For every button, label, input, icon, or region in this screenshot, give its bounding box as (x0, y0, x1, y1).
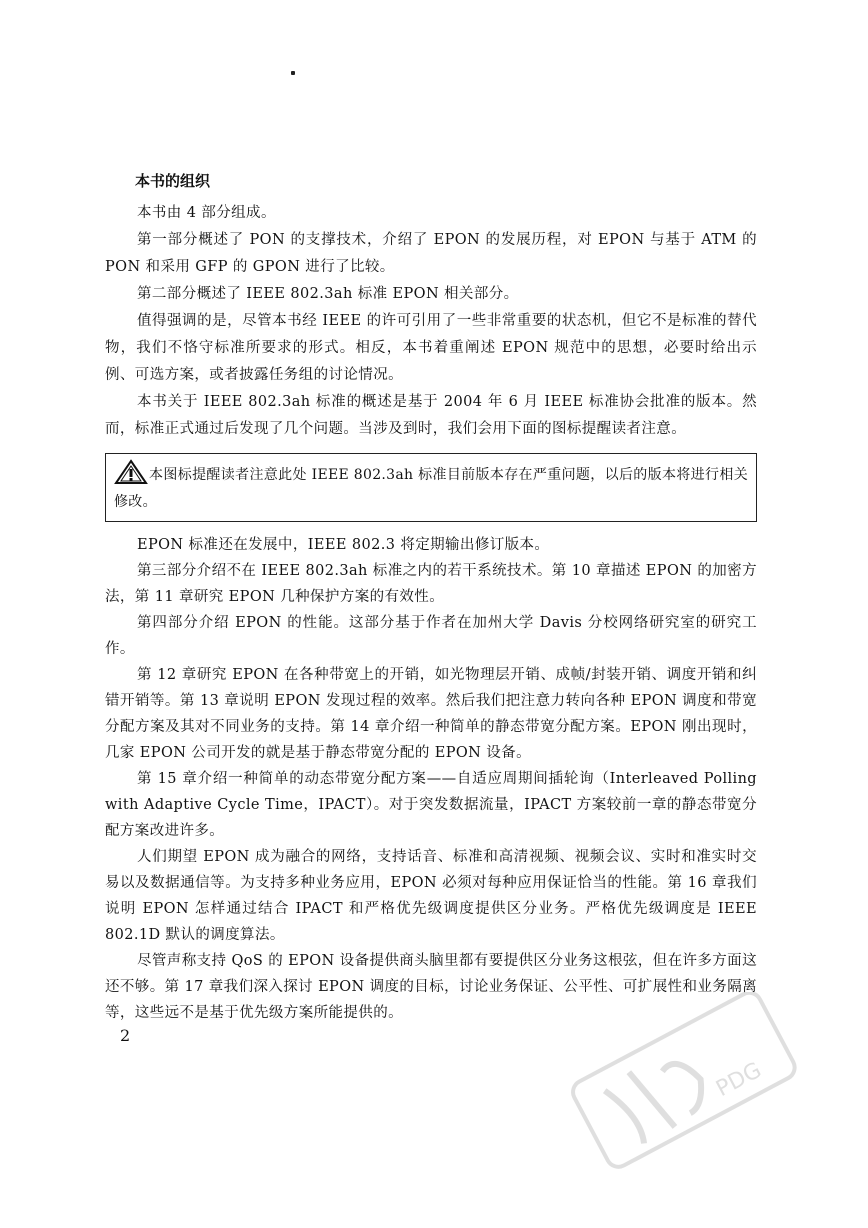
warning-notice-box (105, 453, 757, 522)
paragraph-part2: 第二部分概述了 IEEE 802.3ah 标准 EPON 相关部分。 (137, 286, 519, 302)
warning-notice-text: 本图标提醒读者注意此处 IEEE 802.3ah 标准目前版本存在严重问题，以后的版本将进行相关修改。 (114, 467, 748, 510)
paragraph-part1: 第一部分概述了 PON 的支撑技术，介绍了 EPON 的发展历程，对 EPON 与基于 ATM 的 PON 和采用 GFP 的 GPON 进行了比较。 (105, 232, 757, 275)
paragraph-part4: 第四部分介绍 EPON 的性能。这部分基于作者在加州大学 Davis 分校网络研究室的研究工作。 (105, 615, 757, 657)
page-number: 2 (120, 1026, 131, 1045)
paragraph-standard-version: 本书关于 IEEE 802.3ah 标准的概述是基于 2004 年 6 月 IEEE 标准协会批准的版本。然而，标准正式通过后发现了几个问题。当涉及到时，我们会用下面的图标提醒读者注意。 (105, 394, 757, 437)
paragraph-emphasis: 值得强调的是，尽管本书经 IEEE 的许可引用了一些非常重要的状态机，但它不是标准的替代物，我们不恪守标准所要求的形式。相反，本书着重阐述 EPON 规范中的思想，必要时给出示例、可选方案，或者披露任务组的讨论情况。 (105, 313, 757, 383)
watermark-text: PDG (712, 1057, 766, 1103)
paragraph-chapter-15: 第 15 章介绍一种简单的动态带宽分配方案——自适应周期间插轮询（Interleaved Polling with Adaptive Cycle Time，IPACT）。对于突发数据流量，IPACT 方案较前一章的静态带宽分配方案改进许多。 (105, 771, 757, 839)
paragraph-intro: 本书由 4 部分组成。 (137, 205, 276, 221)
section-heading: 本书的组织 (135, 172, 211, 190)
paragraph-chapter-16: 人们期望 EPON 成为融合的网络，支持话音、标准和高清视频、视频会议、实时和准实时交易以及数据通信等。为支持多种业务应用，EPON 必须对每种应用保证恰当的性能。第 16 章我们说明 EPON 怎样通过结合 IPACT 和严格优先级调度提供区分业务。严格优先级调度是 IEEE 802.1D 默认的调度算法。 (105, 849, 757, 943)
warning-triangle-icon (114, 459, 148, 485)
paragraph-chapters-12-14: 第 12 章研究 EPON 在各种带宽上的开销，如光物理层开销、成帧/封装开销、调度开销和纠错开销等。第 13 章说明 EPON 发现过程的效率。然后我们把注意力转向各种 EPON 调度和带宽分配方案及其对不同业务的支持。第 14 章介绍一种简单的静态带宽分配方案。EPON 刚出现时，几家 EPON 公司开发的就是基于静态带宽分配的 EPON 设备。 (105, 667, 757, 761)
page-content (105, 170, 757, 1026)
speck-mark (291, 71, 295, 75)
paragraph-chapter-17: 尽管声称支持 QoS 的 EPON 设备提供商头脑里都有要提供区分业务这根弦，但在许多方面这还不够。第 17 章我们深入探讨 EPON 调度的目标，讨论业务保证、公平性、可扩展性和业务隔离等，这些远不是基于优先级方案所能提供的。 (105, 953, 757, 1021)
paragraph-part3: 第三部分介绍不在 IEEE 802.3ah 标准之内的若干系统技术。第 10 章描述 EPON 的加密方法，第 11 章研究 EPON 几种保护方案的有效性。 (105, 563, 757, 605)
paragraph-revisions: EPON 标准还在发展中，IEEE 802.3 将定期输出修订版本。 (137, 537, 550, 553)
watermark-stamp (560, 992, 810, 1172)
